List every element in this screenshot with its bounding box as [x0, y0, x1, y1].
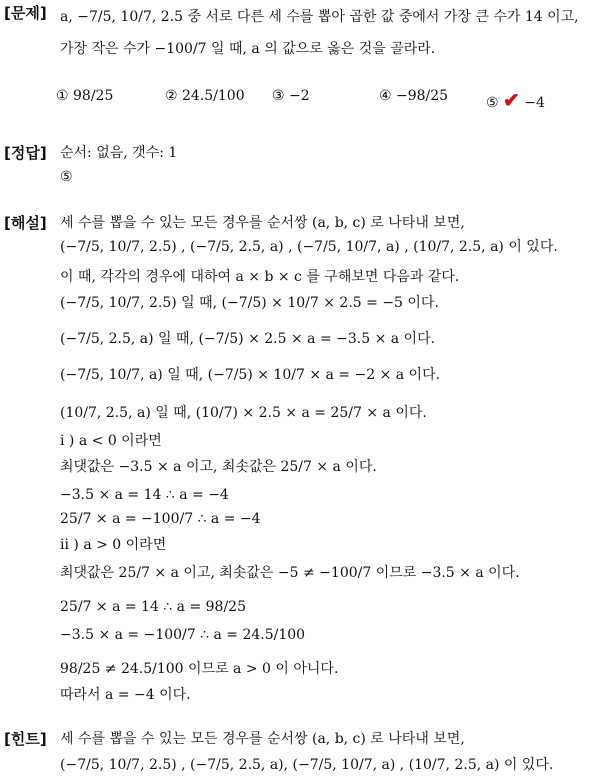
- option-2-mark: ②: [165, 88, 178, 104]
- option-2-text: 24.5/100: [182, 88, 245, 104]
- solution-line-5: (−7/5, 2.5, a) 일 때, (−7/5) × 2.5 × a = −3.5 × a 이다.: [60, 331, 436, 347]
- hint-line-2: (−7/5, 10/7, 2.5) , (−7/5, 2.5, a), (−7/5, 10/7, a) , (10/7, 2.5, a) 이 있다.: [60, 757, 554, 773]
- option-3-mark: ③: [272, 88, 285, 104]
- solution-line-16: 98/25 ≠ 24.5/100 이므로 a > 0 이 아니다.: [60, 661, 339, 677]
- option-5-text: −4: [524, 95, 545, 111]
- problem-line-2: 가장 작은 수가 −100/7 일 때, a 의 값으로 옳은 것을 골라라.: [60, 41, 436, 57]
- option-5[interactable]: [486, 88, 545, 112]
- solution-line-11: 25/7 × a = −100/7 ∴ a = −4: [60, 511, 261, 527]
- solution-line-14: 25/7 × a = 14 ∴ a = 98/25: [60, 599, 246, 615]
- option-3[interactable]: [272, 88, 310, 104]
- solution-line-4: (−7/5, 10/7, 2.5) 일 때, (−7/5) × 10/7 × 2.5 = −5 이다.: [60, 295, 439, 311]
- solution-line-13: 최댓값은 25/7 × a 이고, 최솟값은 −5 ≠ −100/7 이므로 −3.5 × a 이다.: [60, 565, 520, 581]
- solution-line-3: 이 때, 각각의 경우에 대하여 a × b × c 를 구해보면 다음과 같다.: [60, 269, 460, 285]
- solution-line-2: (−7/5, 10/7, 2.5) , (−7/5, 2.5, a) , (−7/5, 10/7, a) , (10/7, 2.5, a) 이 있다.: [60, 239, 558, 255]
- option-1-mark: ①: [56, 88, 69, 104]
- hint-line-1: 세 수를 뽑을 수 있는 모든 경우를 순서쌍 (a, b, c) 로 나타내 보면,: [60, 731, 465, 747]
- option-4-mark: ④: [379, 88, 392, 104]
- solution-line-9: 최댓값은 −3.5 × a 이고, 최솟값은 25/7 × a 이다.: [60, 459, 377, 475]
- solution-line-12: ii ) a > 0 이라면: [60, 537, 167, 553]
- answer-line-1: 순서: 없음, 갯수: 1: [60, 145, 178, 161]
- answer-label: [정답]: [4, 144, 47, 162]
- solution-line-17: 따라서 a = −4 이다.: [60, 687, 191, 703]
- solution-line-6: (−7/5, 10/7, a) 일 때, (−7/5) × 10/7 × a = −2 × a 이다.: [60, 367, 441, 383]
- option-5-mark: ⑤: [486, 95, 499, 111]
- solution-line-1: 세 수를 뽑을 수 있는 모든 경우를 순서쌍 (a, b, c) 로 나타내 보면,: [60, 215, 465, 231]
- option-4[interactable]: [379, 88, 448, 104]
- option-1-text: 98/25: [73, 88, 114, 104]
- solution-line-7: (10/7, 2.5, a) 일 때, (10/7) × 2.5 × a = 25/7 × a 이다.: [60, 405, 427, 421]
- solution-line-8: i ) a < 0 이라면: [60, 433, 162, 449]
- solution-label: [해설]: [4, 214, 47, 232]
- solution-line-10: −3.5 × a = 14 ∴ a = −4: [60, 487, 229, 503]
- option-3-text: −2: [289, 88, 310, 104]
- solution-line-15: −3.5 × a = −100/7 ∴ a = 24.5/100: [60, 627, 306, 643]
- option-4-text: −98/25: [396, 88, 449, 104]
- hint-label: [힌트]: [4, 730, 47, 748]
- option-1[interactable]: [56, 88, 113, 104]
- problem-label: [문제]: [4, 4, 47, 22]
- answer-line-2: ⑤: [60, 169, 73, 185]
- checkmark-icon: ✔: [503, 88, 520, 112]
- option-2[interactable]: [165, 88, 245, 104]
- problem-line-1: a, −7/5, 10/7, 2.5 중 서로 다른 세 수를 뽑아 곱한 값 중에서 가장 큰 수가 14 이고,: [60, 9, 579, 25]
